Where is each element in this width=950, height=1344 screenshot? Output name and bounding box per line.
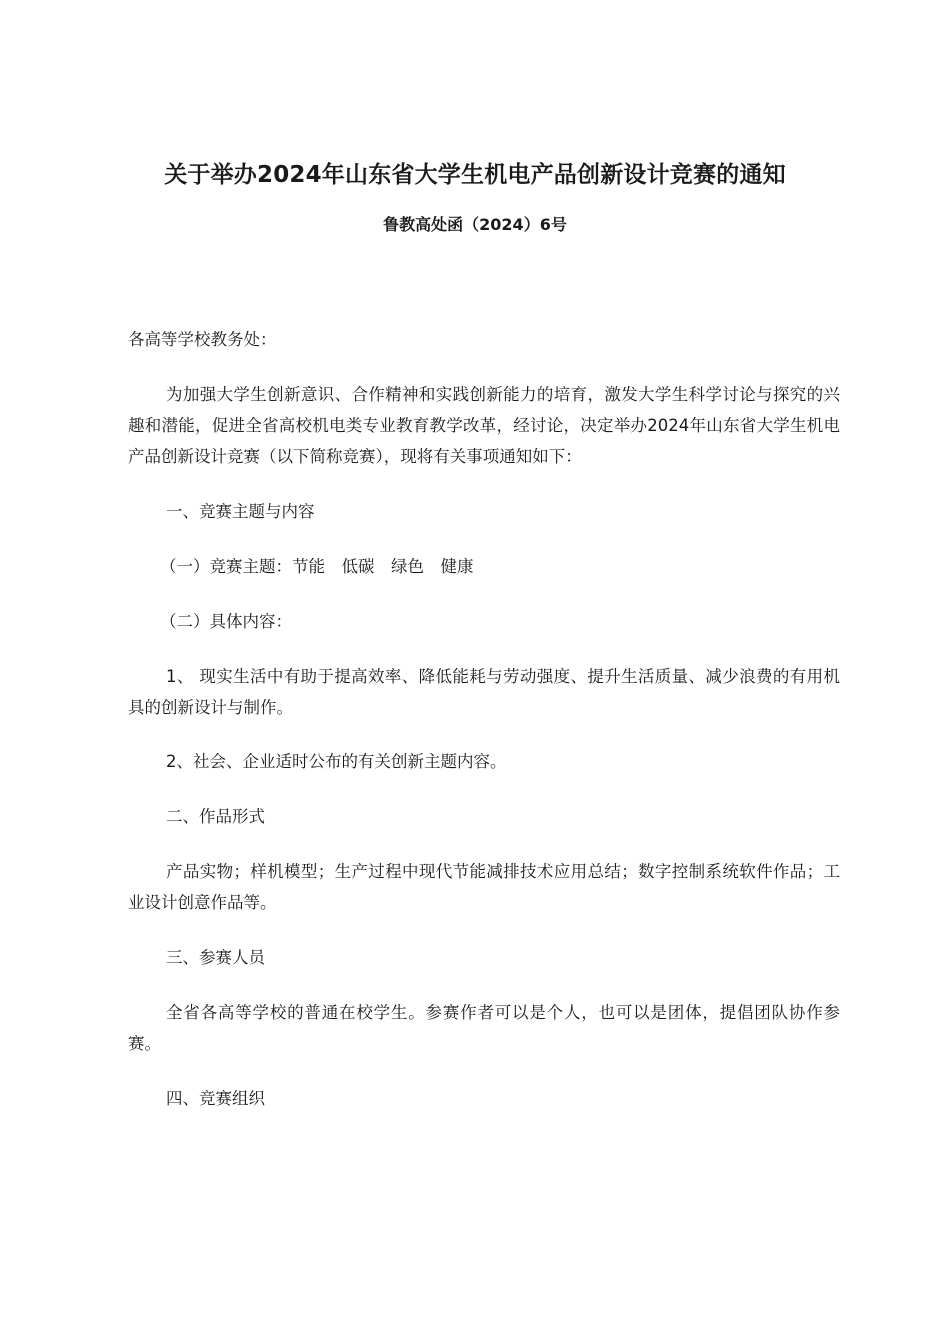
intro-paragraph: 为加强大学生创新意识、合作精神和实践创新能力的培育，激发大学生科学讨论与探究的兴趣和潜能，促进全省高校机电类专业教育教学改革，经讨论，决定举办2024年山东省大学生机电产品创新设计竞赛（以下简称竞赛），现将有关事项通知如下： — [128, 385, 840, 466]
section-4-heading: 四、竞赛组织 — [166, 1089, 265, 1108]
document-title: 关于举办2024年山东省大学生机电产品创新设计竞赛的通知 — [164, 162, 786, 188]
document-body — [128, 324, 840, 1114]
document-number: 鲁教高处函（2024）6号 — [383, 215, 567, 234]
salutation: 各高等学校教务处： — [128, 330, 277, 349]
section-1-heading: 一、竞赛主题与内容 — [166, 502, 315, 521]
section-2-heading: 二、作品形式 — [166, 807, 265, 826]
section-1-item-2: 2、社会、企业适时公布的有关创新主题内容。 — [166, 752, 507, 771]
section-1-item-1: 1、 现实生活中有助于提高效率、降低能耗与劳动强度、提升生活质量、减少浪费的有用机具的创新设计与制作。 — [128, 667, 840, 717]
section-3-heading: 三、参赛人员 — [166, 948, 265, 967]
section-3-text: 全省各高等学校的普通在校学生。参赛作者可以是个人，也可以是团体，提倡团队协作参赛。 — [128, 1003, 840, 1053]
section-1-theme: （一）竞赛主题：节能 低碳 绿色 健康 — [160, 557, 474, 576]
section-2-text: 产品实物；样机模型；生产过程中现代节能减排技术应用总结；数字控制系统软件作品；工业设计创意作品等。 — [128, 862, 840, 912]
section-1-content-heading: （二）具体内容： — [160, 612, 292, 631]
